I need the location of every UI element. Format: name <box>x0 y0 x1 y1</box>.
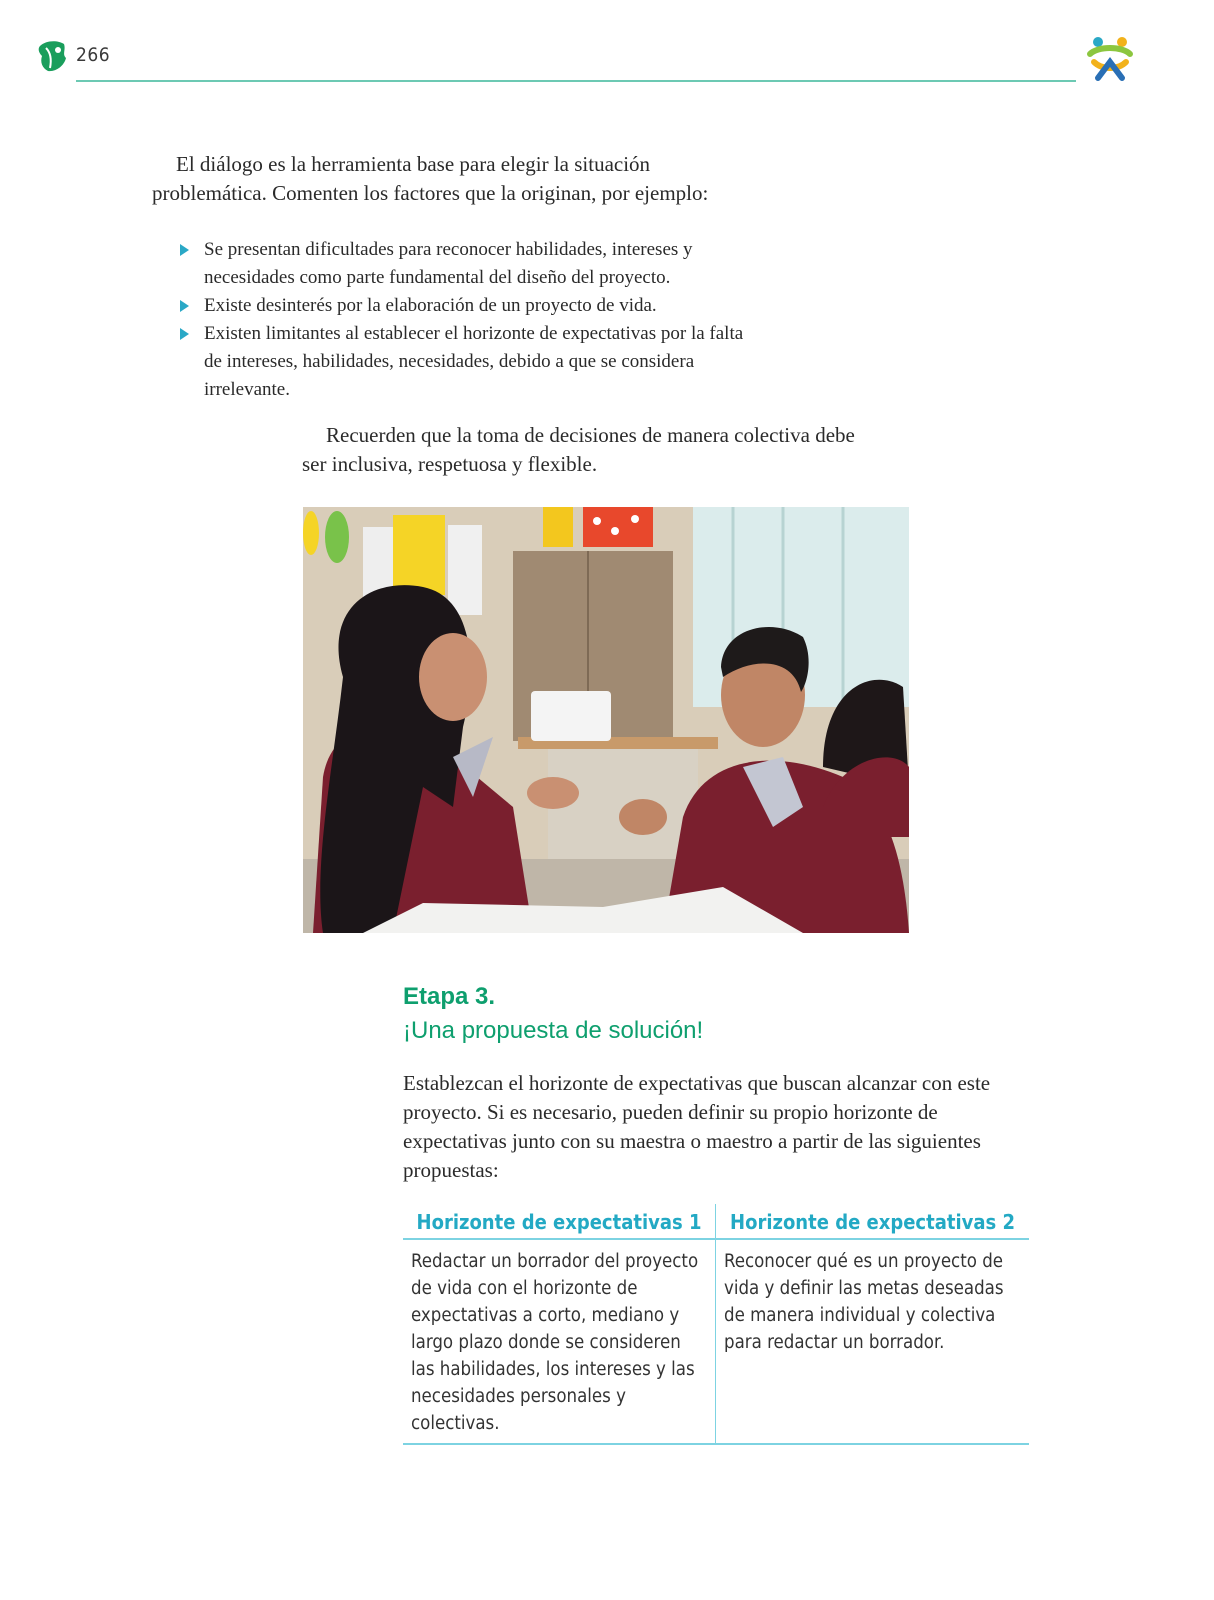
table-cell: Redactar un borrador del proyecto de vida con el horizonte de expectativas a corto, mediano y largo plazo donde se consideren las habilidades, los intereses y las necesidades personales y colectivas. <box>403 1239 716 1444</box>
students-talking-photo <box>303 507 909 933</box>
factors-list <box>178 236 748 404</box>
list-item: Existen limitantes al establecer el horizonte de expectativas por la falta de intereses, habilidades, necesidades, debido a que se considera irrelevante. <box>178 320 748 404</box>
list-item: Existe desinterés por la elaboración de un proyecto de vida. <box>178 292 748 320</box>
bullet-triangle-icon <box>180 244 189 256</box>
table-header: Horizonte de expectativas 2 <box>716 1204 1030 1239</box>
leaf-icon <box>36 38 70 74</box>
people-logo-icon <box>1084 32 1136 84</box>
bullet-triangle-icon <box>180 328 189 340</box>
table-header: Horizonte de expectativas 1 <box>403 1204 716 1239</box>
table-row <box>403 1239 1029 1444</box>
stage-body: Establezcan el horizonte de expectativas que buscan alcanzar con este proyecto. Si es necesario, pueden definir su propio horizonte de expectativas junto con su maestra o maestro a partir de las siguientes propuestas: <box>403 1071 991 1182</box>
table-cell: Reconocer qué es un proyecto de vida y definir las metas deseadas de manera individual y colectiva para redactar un borrador. <box>716 1239 1030 1444</box>
reminder-paragraph: Recuerden que la toma de decisiones de manera colectiva debe ser inclusiva, respetuosa y flexible. <box>302 423 855 476</box>
table-header-row <box>403 1204 1029 1239</box>
stage-title: Etapa 3. <box>403 983 496 1010</box>
stage-subtitle: ¡Una propuesta de solución! <box>403 1017 704 1044</box>
list-item: Se presentan dificultades para reconocer habilidades, intereses y necesidades como parte fundamental del diseño del proyecto. <box>178 236 748 292</box>
bullet-triangle-icon <box>180 300 189 312</box>
intro-paragraph: El diálogo es la herramienta base para elegir la situación problemática. Comenten los factores que la originan, por ejemplo: <box>152 152 709 205</box>
page-number: 266 <box>76 44 111 66</box>
expectations-table <box>403 1204 1029 1445</box>
header-rule <box>76 80 1076 82</box>
